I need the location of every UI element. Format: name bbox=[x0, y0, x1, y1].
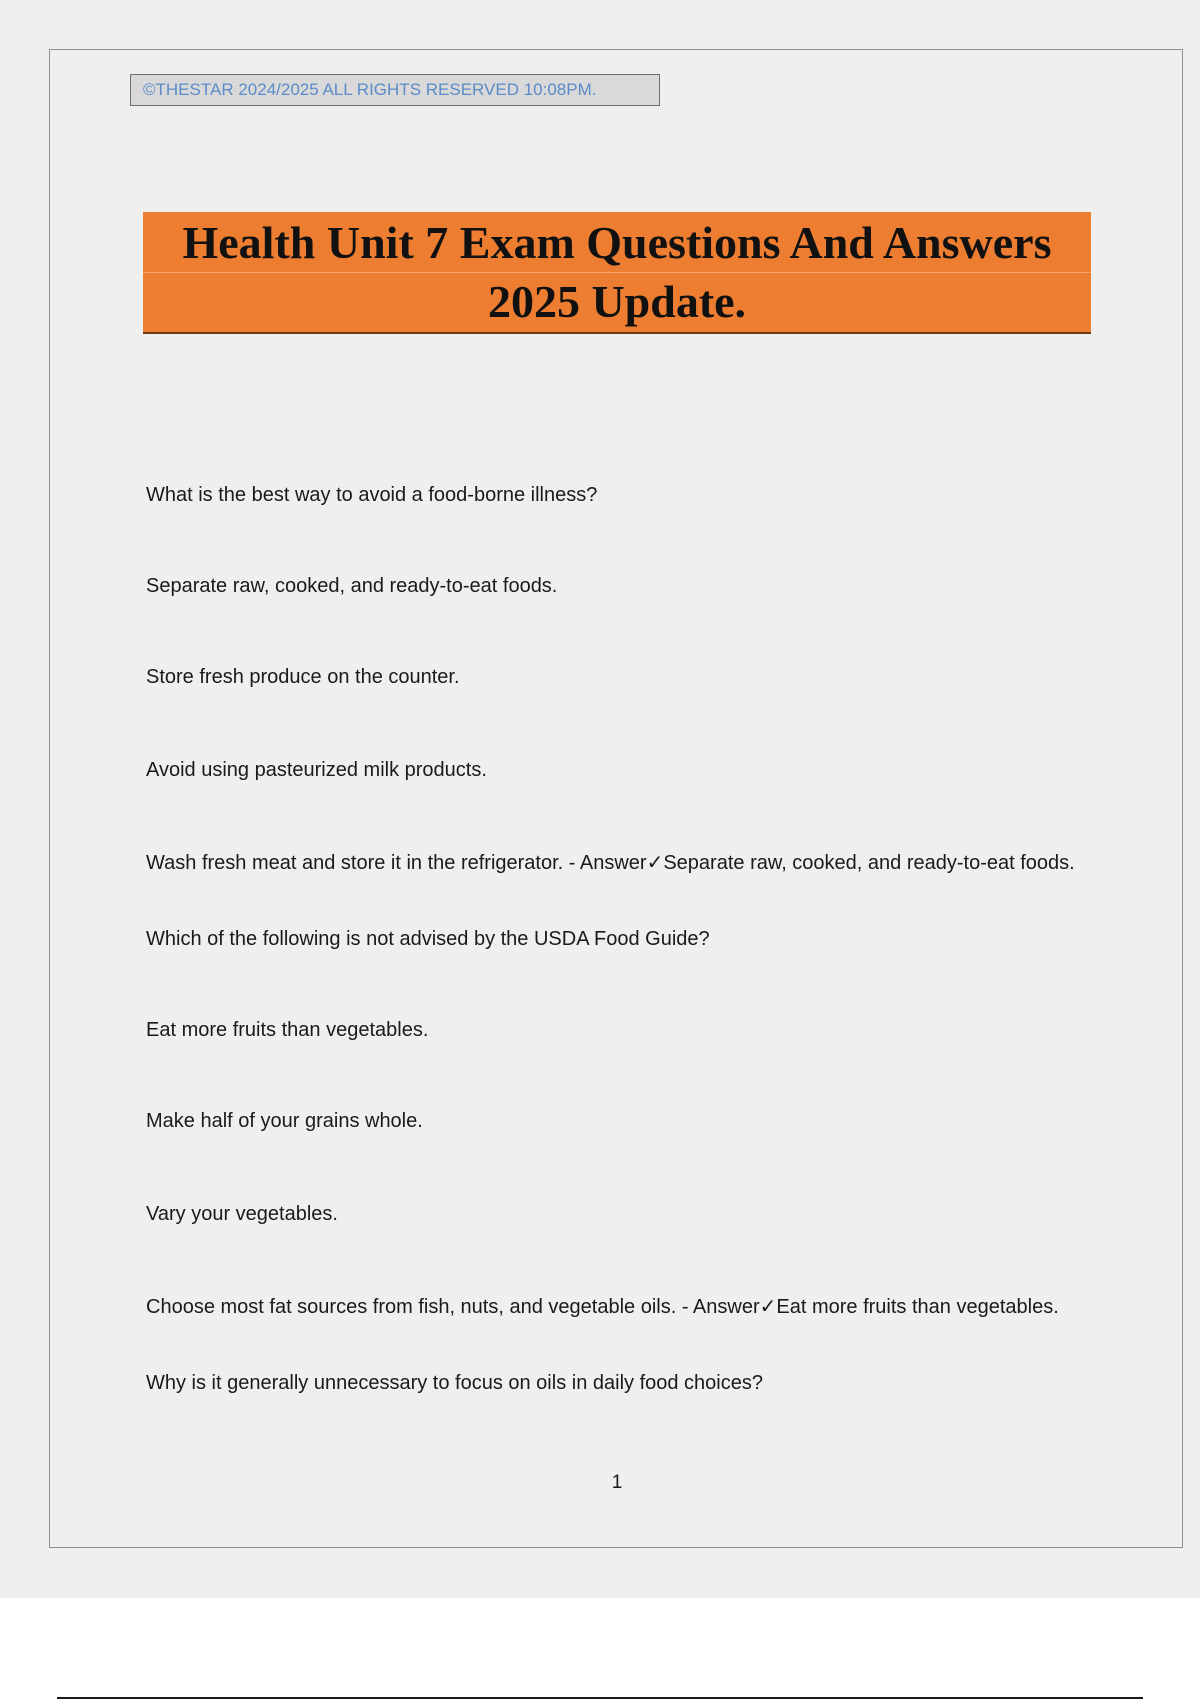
answer-option: Avoid using pasteurized milk products. bbox=[146, 759, 487, 781]
answer-option: Store fresh produce on the counter. bbox=[146, 666, 460, 688]
answer-option-with-answer: Wash fresh meat and store it in the refrigerator. - Answer✓Separate raw, cooked, and ready-to-eat foods. bbox=[146, 852, 1075, 874]
answer-option: Separate raw, cooked, and ready-to-eat foods. bbox=[146, 575, 558, 597]
copyright-banner: ©THESTAR 2024/2025 ALL RIGHTS RESERVED 10:08PM. bbox=[130, 74, 660, 106]
answer-option: Vary your vegetables. bbox=[146, 1203, 338, 1225]
answer-option: Eat more fruits than vegetables. bbox=[146, 1019, 429, 1041]
page-number: 1 bbox=[611, 1472, 623, 1493]
answer-option: Make half of your grains whole. bbox=[146, 1110, 423, 1132]
title-line-1: Health Unit 7 Exam Questions And Answers bbox=[182, 217, 1052, 268]
bottom-divider bbox=[57, 1697, 1143, 1699]
answer-option-with-answer: Choose most fat sources from fish, nuts, and vegetable oils. - Answer✓Eat more fruits than vegetables. bbox=[146, 1296, 1059, 1318]
question-text: What is the best way to avoid a food-borne illness? bbox=[146, 484, 598, 506]
document-title bbox=[143, 212, 1091, 334]
question-text: Which of the following is not advised by the USDA Food Guide? bbox=[146, 928, 710, 950]
title-line-2: 2025 Update. bbox=[487, 276, 747, 327]
question-text: Why is it generally unnecessary to focus on oils in daily food choices? bbox=[146, 1372, 763, 1394]
